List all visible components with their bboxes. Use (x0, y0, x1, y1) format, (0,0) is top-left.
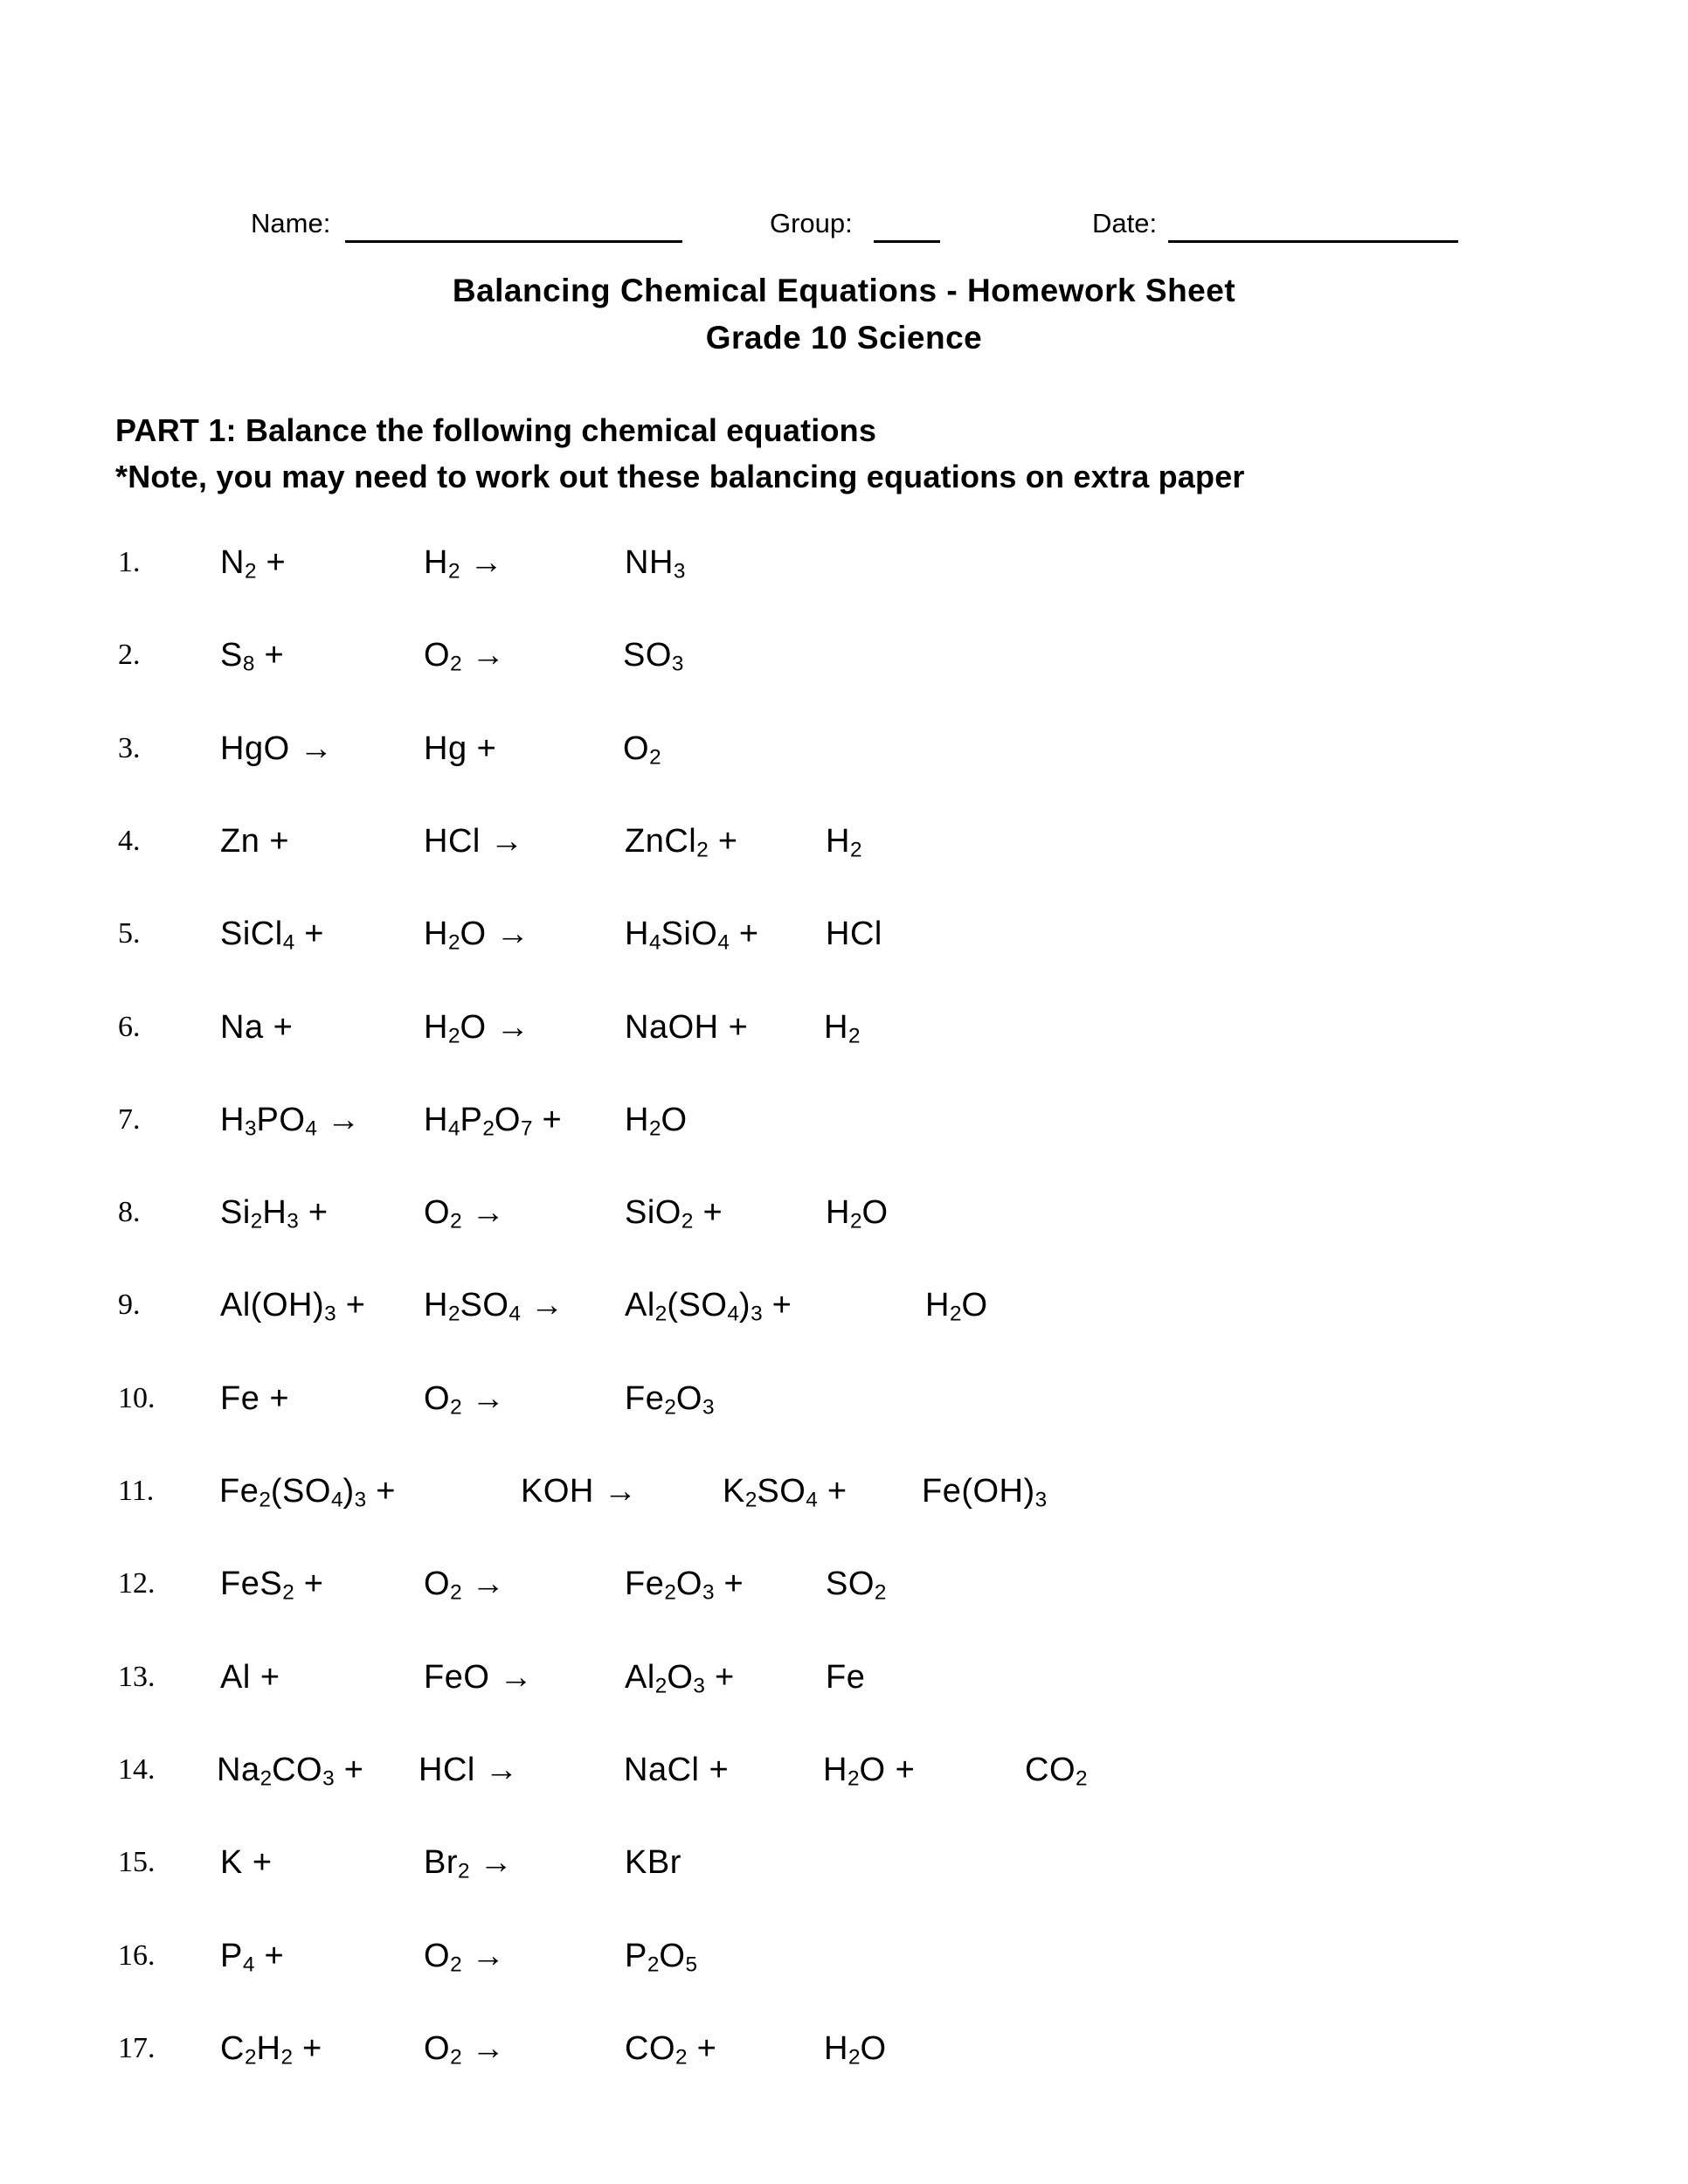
equation-number: 17. (118, 2032, 156, 2064)
equation-term: $H_2O$ → (424, 1009, 530, 1048)
equation-term: $P_4$ + (220, 1938, 285, 1977)
equation-number: 7. (118, 1103, 141, 1136)
equation-term: SiO$_2$ + (625, 1194, 723, 1234)
equation-term: NaOH + (625, 1009, 749, 1046)
equation-term: NaCl + (624, 1752, 730, 1788)
equation-row (0, 1563, 1688, 1608)
equation-number: 15. (118, 1846, 156, 1878)
equation-term: Fe (826, 1659, 866, 1696)
equation-number: 13. (118, 1661, 156, 1693)
equation-term: $SO_2$ (826, 1565, 887, 1605)
equation-term: KOH → (521, 1473, 638, 1510)
equation-row (0, 542, 1688, 587)
equation-term: HgO → (220, 730, 334, 767)
equation-term: $H_4P_2O_7$ + (424, 1102, 563, 1141)
equation-term: HCl → (424, 823, 524, 860)
equation-term: $C_2H_2$ + (220, 2030, 322, 2070)
equation-term: FeO → (424, 1659, 533, 1696)
equation-row (0, 913, 1688, 958)
equation-term: HCl (826, 916, 882, 952)
equation-term: $H_2O$ (625, 1102, 688, 1141)
page-title: Balancing Chemical Equations - Homework Sheet (452, 273, 1236, 308)
equation-term: $CO_2$ + (625, 2030, 717, 2070)
equation-term: $H_4SiO_4$ + (625, 916, 759, 955)
equation-row (0, 1192, 1688, 1237)
equation-row (0, 1099, 1688, 1144)
group-label: Group: (770, 208, 853, 238)
date-label: Date: (1092, 208, 1158, 238)
equation-term: FeS$_2$ + (220, 1565, 324, 1605)
equation-term: $Al_2(SO_4)_3$ + (625, 1287, 792, 1326)
equation-row (0, 728, 1688, 773)
equation-term: HCl → (419, 1752, 519, 1788)
equation-term: $H_2SO_4$ → (424, 1287, 564, 1326)
equation-row (0, 820, 1688, 866)
equation-term: $Na_2CO_3$ + (217, 1752, 364, 1791)
part1-heading: PART 1: Balance the following chemical equations (115, 412, 877, 448)
equation-term: $Fe_2O_3$ (625, 1380, 715, 1420)
equation-term: $O_2$ → (424, 2030, 506, 2070)
equation-number: 14. (118, 1753, 156, 1786)
equation-term: K + (220, 1844, 273, 1881)
equation-term: $H_2$ (826, 823, 862, 862)
equation-number: 11. (118, 1475, 155, 1507)
equation-number: 10. (118, 1382, 156, 1414)
equation-term: $H_2O$ + (823, 1752, 916, 1791)
equation-row (0, 1935, 1688, 1980)
equation-term: $H_2$ → (424, 544, 504, 584)
equation-term: $O_2$ → (424, 1565, 506, 1605)
equation-row (0, 1656, 1688, 1702)
equation-term: $S_8$ + (220, 637, 285, 676)
equation-term: Al + (220, 1659, 280, 1696)
equation-term: $CO_2$ (1025, 1752, 1088, 1791)
equation-number: 16. (118, 1939, 156, 1972)
equation-term: $H_2$ (824, 1009, 861, 1048)
equation-term: Na + (220, 1009, 294, 1046)
equation-term: $Al_2O_3$ + (625, 1659, 735, 1698)
equation-number: 9. (118, 1289, 141, 1321)
page-subtitle: Grade 10 Science (705, 320, 983, 356)
equation-number: 5. (118, 917, 141, 950)
equation-number: 3. (118, 732, 141, 764)
equation-term: $Br_2$ → (424, 1844, 514, 1883)
equation-term: $O_2$ (623, 730, 661, 770)
equation-term: $H_2O$ (824, 2030, 887, 2070)
equation-term: Hg + (424, 730, 497, 767)
equation-term: $Fe_2(SO_4)_3$ + (219, 1473, 396, 1512)
equation-term: ZnCl$_2$ + (625, 823, 738, 862)
equation-row (0, 1378, 1688, 1423)
equation-term: SiCl$_4$ + (220, 916, 324, 955)
equation-term: $O_2$ → (424, 1194, 506, 1234)
name-label: Name: (251, 208, 331, 238)
equation-term: $SO_3$ (623, 637, 684, 676)
equation-row (0, 1470, 1688, 1516)
equation-number: 8. (118, 1196, 141, 1228)
equation-row (0, 1284, 1688, 1330)
equation-number: 4. (118, 825, 141, 857)
equation-term: $H_2O$ (925, 1287, 988, 1326)
equation-term: $Al(OH)_3$ + (220, 1287, 366, 1326)
equation-number: 2. (118, 639, 141, 671)
equation-row (0, 1749, 1688, 1794)
equation-number: 6. (118, 1011, 141, 1043)
equation-term: $Fe(OH)_3$ (922, 1473, 1048, 1512)
equation-term: $H_2O$ (826, 1194, 889, 1234)
equation-term: KBr (625, 1844, 681, 1881)
equation-term: Fe + (220, 1380, 290, 1417)
equation-term: $H_2O$ → (424, 916, 530, 955)
equation-term: $H_3PO_4$ → (220, 1102, 361, 1141)
equation-term: $P_2O_5$ (625, 1938, 697, 1977)
equation-term: $O_2$ → (424, 1380, 506, 1420)
equation-term: $K_2SO_4$ + (723, 1473, 847, 1512)
equation-term: Zn + (220, 823, 290, 860)
equation-term: $N_2$ + (220, 544, 287, 584)
equation-row (0, 1006, 1688, 1052)
equation-row (0, 2028, 1688, 2073)
part1-note: *Note, you may need to work out these balancing equations on extra paper (115, 459, 1245, 494)
equation-term: $O_2$ → (424, 637, 506, 676)
equation-term: $Si_2H_3$ + (220, 1194, 329, 1234)
equation-row (0, 634, 1688, 680)
equation-number: 12. (118, 1567, 156, 1600)
equation-term: $O_2$ → (424, 1938, 506, 1977)
equation-row (0, 1842, 1688, 1887)
equation-number: 1. (118, 546, 141, 578)
equation-term: $Fe_2O_3$ + (625, 1565, 744, 1605)
equation-term: $NH_3$ (625, 544, 686, 584)
